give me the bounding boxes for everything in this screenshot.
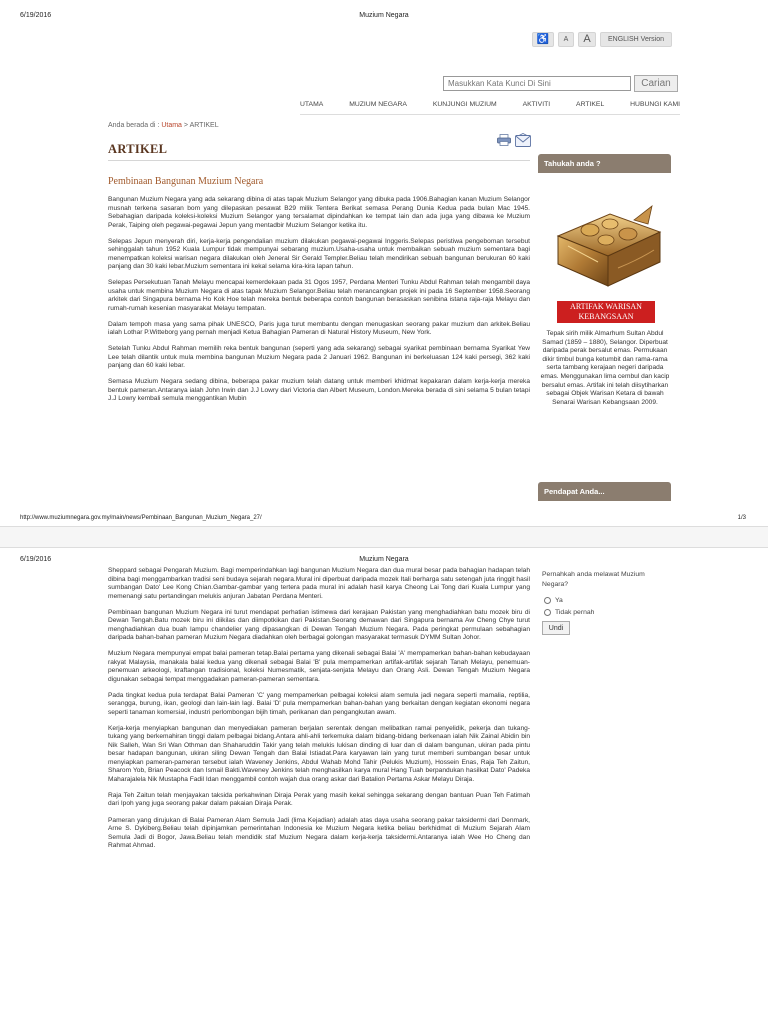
- search-button[interactable]: Carian: [634, 75, 678, 92]
- breadcrumb-home-link[interactable]: Utama: [161, 122, 182, 129]
- nav-item-hubungi-kami[interactable]: HUBUNGI KAMI: [630, 101, 680, 108]
- article-paragraph: Muzium Negara mempunyai empat balai pameran tetap.Balai pertama yang dikenali sebagai Balai 'A' mempamerkan bahan-bahan kebudayaan rakyat Malaysia, manakala balai kedua yang dikenali sebagai Balai 'B' pula mempamerkan artifak-artifak sejarah Tanah Melayu, penemuan-penemuan arkeologi, kraftangan tradisional, koleksi Numesmatik, senjata-senjata Melayu dan Orang Asli. Dewan Tengah Muzium Negara digunakan sebagai tempat menggadakan pameran-pameran sementara.: [108, 650, 530, 683]
- nav-item-aktiviti[interactable]: AKTIVITI: [522, 101, 551, 108]
- main-nav: [300, 101, 680, 108]
- poll-option-label: Ya: [555, 597, 563, 604]
- breadcrumb-prefix: Anda berada di :: [108, 122, 160, 129]
- print-title: Muzium Negara: [359, 556, 409, 563]
- radio-button[interactable]: [544, 597, 551, 604]
- breadcrumb-separator: >: [183, 122, 188, 129]
- nav-item-artikel[interactable]: ARTIKEL: [576, 101, 605, 108]
- font-decrease-button[interactable]: A: [558, 32, 574, 47]
- article-body-page1: [108, 196, 530, 510]
- nav-item-kunjungi-muzium[interactable]: KUNJUNGI MUZIUM: [432, 101, 497, 108]
- title-divider: [108, 160, 530, 161]
- nav-item-utama[interactable]: UTAMA: [300, 101, 324, 108]
- pendapat-box: [538, 482, 671, 501]
- search-input[interactable]: [443, 76, 631, 91]
- font-increase-button[interactable]: A: [578, 32, 596, 47]
- poll-option-ya[interactable]: [544, 597, 563, 604]
- printer-icon[interactable]: [497, 134, 511, 146]
- print-page-number: 1/3: [737, 515, 746, 521]
- article-paragraph: Kerja-kerja menyiapkan bangunan dan menyediakan pameran berjalan serentak dengan melibatkan ramai penyelidik, pekerja dan tukang-tukang yang berkemahiran tinggi dalam pelbagai bidang.Antara ahli-ahli terkemuka dalam bidang-bidang berkenaan ialah Nik Zainal Abidin bin Nik Salleh, Wan Sri Wan Othman dan Shaharuddin Takir yang telah melukis lukisan dinding di luar dan di dalam bangunan, ukiran pada pintu besar hadapan bangunan, ukiran siling Dewan Tengah dan Balai Istiadat.Para karyawan lain yang turut memberi sumbangan besar untuk menyiapkan pameran-pameran tersebut ialah Waveney Jenkins, Abdul Wahab Mohd Tahir (Pelukis Muzium), Hossein Enas, Raja Teh Zaitun, Sharom Yob, Brian Peacock dan Ismail Bakti.Waveney Jenkins telah menghasilkan karya mural Hang Tuah berpandukan hasilkat Dato' Padeka Maharajalela Nik Mustapha Fadil Idan menggambil contoh wajah dua orang askar dari Batalion Pertama Askar Melayu Diraja.: [108, 724, 530, 783]
- print-url: http://www.muziumnegara.gov.my/main/news/Pembinaan_Bangunan_Muzium_Negara_27/: [20, 515, 262, 521]
- vote-button[interactable]: Undi: [542, 621, 570, 635]
- breadcrumb-current: ARTIKEL: [189, 122, 219, 129]
- print-page-2: [0, 548, 768, 1024]
- print-header: [0, 556, 768, 566]
- pendapat-heading: Pendapat Anda...: [538, 482, 671, 501]
- tahukah-heading: Tahukah anda ?: [538, 154, 671, 173]
- english-version-button[interactable]: ENGLISH Version: [600, 32, 672, 47]
- article-title: Pembinaan Bangunan Muzium Negara: [108, 176, 264, 187]
- tepak-sirih-image: [548, 184, 666, 296]
- poll-option-label: Tidak pernah: [555, 609, 595, 616]
- print-date: 6/19/2016: [20, 12, 52, 19]
- print-date: 6/19/2016: [20, 556, 52, 563]
- tahukah-text: Tepak sirih milik Almarhum Sultan Abdul Samad (1859 – 1880), Selangor. Diperbuat daripada perak bersalut emas. Permukaan dikir timbul bunga ketumbit dan rama-rama serta tambang kerajaan negeri daripada emas. Menggunakan lima cembul dan kacip bersalut emas. Artifak ini telah diisytiharkan sebagai Objek Warisan Ketara di bawah Senarai Warisan Kebangsaan 2009.: [540, 330, 670, 406]
- article-paragraph: Sheppard sebagai Pengarah Muzium. Bagi memperindahkan lagi bangunan Muzium Negara dan dua mural besar pada bahagian hadapan telah dibina bagi menggambarkan tradisi seni budaya sejarah negara.Mural ini diperbuat daripada mozek Itali berharga satu setengah juta ringgit hasil sumbangan Dato' Lee Kong Chian.Gambar-gambar yang tertera pada mural ini adalah hasil karya Cheong Lai Tong dari Kuala Lumpur yang memenangi satu pertandingan melukis anjuran Jabatan Perdana Menteri.: [108, 567, 530, 600]
- article-paragraph: Dalam tempoh masa yang sama pihak UNESCO, Paris juga turut membantu dengan menugaskan seorang pakar muzium dan arkitek.Beliau ialah Lothar P.Witteborg yang pernah menjadi Ketua Bahagian Pameran di Natural History Museum, New York.: [108, 320, 530, 337]
- article-paragraph: Selepas Persekutuan Tanah Melayu mencapai kemerdekaan pada 31 Ogos 1957, Perdana Menteri Tunku Abdul Rahman telah mengambil daya usaha untuk membina Muzium Negara di atas tapak Muzium Selangor.Beliau telah merancangkan projek ini pada 16 September 1958.Seorang arkitek dari Singapura bernama Ho Kok Hoe telah mereka bentuk beberapa contoh bangunan berasaskan senibina istana raja-raja Melayu dan rumah-rumah kesenian masyarakat Melayu tempatan.: [108, 279, 530, 312]
- article-paragraph: Pembinaan bangunan Muzium Negara ini turut mendapat perhatian istimewa dari kerajaan Pakistan yang menghadiahkan batu mozek biru di Dewan Tengah.Batu mozek biru ini diikilas dan diimpotkikan dari Pakistan.Seorang demawan dari Singapura bernama Aw Cheng Chye turut menghadiahkan dua buah lampu chandelier yang dipasangkan di Dewan Tengah Muzium Negara. Pada peringkat permulaan sebahagian daripada bahan-bahan pameran Muzium Negara diadahkan oleh berbagai golongan masyarakat termasuk DYMM Sultan Johor.: [108, 608, 530, 642]
- article-paragraph: Pada tingkat kedua pula terdapat Balai Pameran 'C' yang mempamerkan pelbagai koleksi alam semula jadi negara seperti mamalia, reptilia, serangga, burung, ikan, geologi dan lain-lain lagi. Balai 'D' pula mempamerkan bahan-bahan yang berkaitan dengan kegiatan ekonomi negara seperti tanaman komersial, industri perlombongan bijih timah, perikanan dan pengangkutan awam.: [108, 691, 530, 716]
- tahukah-box: [538, 154, 671, 173]
- email-icon[interactable]: [515, 133, 531, 147]
- article-paragraph: Selepas Jepun menyerah diri, kerja-kerja pengendalian muzium dilakukan pegawai-pegawai Inggeris.Selepas peristiwa pengeboman tersebut sehinggalah tahun 1952 Kuala Lumpur tidak mempunyai sebarang muzium.Usaha-usaha untuk membaikan sebuah muzium sementara bagi menempatkan koleksi warisan negara dilakukan oleh Jeneral Sir Gerald Templer.Beliau telah mendirikan sebuah bangunan berukuran 60 kaki panjang dan 30 kaki lebar.Muzium sementara ini kekal selama kira-kira lapan tahun.: [108, 237, 530, 271]
- print-header: [0, 12, 768, 22]
- article-paragraph: Semasa Muzium Negara sedang dibina, beberapa pakar muzium telah datang untuk memberi khidmat kepakaran dalam kerja-kerja mereka bentuk pameran.Antaranya ialah John Irwin dan J.J Lowry dari Victoria dan Albert Museum, London.Mereka berada di sini selama 5 bulan tetapi J.J Lowry kembali semula menggantikan Mubin: [108, 378, 530, 403]
- nav-divider: [300, 114, 680, 115]
- article-paragraph: Setelah Tunku Abdul Rahman memilih reka bentuk bangunan (seperti yang ada sekarang) sebagai syarikat pembinaan bernama Syarikat Yew Lee telah dilantik untuk mula membina bangunan Muzium Negara pada 2 Januari 1962. Bangunan ini berkeluasan 124 kaki persegi, 362 kaki panjang dan 60 kaki lebar.: [108, 345, 530, 370]
- article-paragraph: Bangunan Muzium Negara yang ada sekarang dibina di atas tapak Muzium Selangor yang dibuka pada 1906.Bahagian kanan Muzium Selangor musnah terkena sasaran bom yang dilepaskan pesawat B29 milik Tentera Berikat semasa Perang Dunia Kedua pada bulan Mac 1945. Sebahagian daripada koleksi-koleksi Muzium Selangor yang tersalamat dipindahkan ke tempat lain dan ada juga yang dibawa ke Muzium Perak, Taiping oleh pegawai-pegawai Jepun yang mentadbir Muzium Selangor ketika itu.: [108, 196, 530, 229]
- breadcrumb: [108, 122, 219, 129]
- nav-item-muzium-negara[interactable]: MUZIUM NEGARA: [349, 101, 407, 108]
- accessibility-tools: [532, 30, 672, 48]
- print-title: Muzium Negara: [359, 12, 409, 19]
- article-paragraph: Raja Teh Zaitun telah menjayakan taksida perkahwinan Diraja Perak yang masih kekal sehingga sekarang dengan bantuan Puan Teh Fatimah dari Ipoh yang juga seorang pakar dalam pakaian Diraja Perak.: [108, 791, 530, 808]
- radio-button[interactable]: [544, 609, 551, 616]
- poll-option-tidak-pernah[interactable]: [544, 609, 594, 616]
- poll-question: Pernahkah anda melawat Muzium Negara?: [542, 571, 645, 588]
- image-caption: ARTIFAK WARISAN KEBANGSAAN: [557, 301, 655, 323]
- article-body-page2: [108, 567, 530, 1022]
- page-gap: [0, 526, 768, 548]
- page-title: ARTIKEL: [108, 142, 168, 156]
- wheelchair-icon[interactable]: ♿: [532, 32, 554, 47]
- article-paragraph: Pameran yang dirujukan di Balai Pameran Alam Semula Jadi (lima Kejadian) adalah atas daya usaha seorang pakar taksidermi dari Denmark, Arne S. Dykiberg.Beliau telah dipinjamkan pemerintahan Indonesia ke Muzium Negara ketika beliau berkhidmat di Muzium Sejarah Alam Semula Jadi di Bogor, Jawa.Beliau telah mendidik staf Muzium Negara dalam kerja-kerja taksidermi.Antaranya ialah Wee Ho Cheng dan Rahmat Ahmad.: [108, 816, 530, 850]
